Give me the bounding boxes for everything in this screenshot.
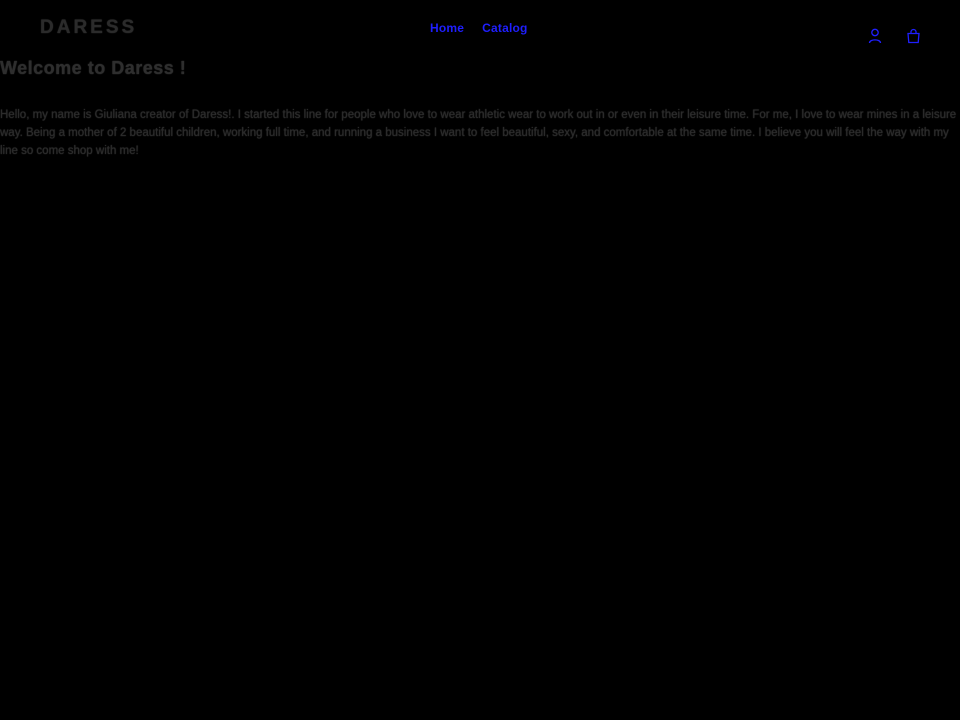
site-header	[0, 0, 960, 60]
main-navigation	[430, 21, 528, 35]
account-icon[interactable]	[868, 28, 884, 48]
nav-link-home[interactable]: Home	[430, 21, 465, 35]
nav-link-catalog[interactable]: Catalog	[482, 21, 528, 35]
cart-icon[interactable]	[906, 28, 922, 48]
brand-logo[interactable]: DARESS	[40, 17, 138, 38]
header-actions	[868, 28, 922, 48]
page-title: Welcome to Daress !	[0, 58, 187, 78]
intro-paragraph: Hello, my name is Giuliana creator of Daress!. I started this line for people who love to wear athletic wear to work out in or even in their leisure time. For me, I love to wear mines in a leisure way. Being a mother of 2 beautiful children, working full time, and running a business I want to feel beautiful, sexy, and comfortable at the same time. I believe you will feel the way with my line so come shop with me!	[0, 108, 957, 157]
